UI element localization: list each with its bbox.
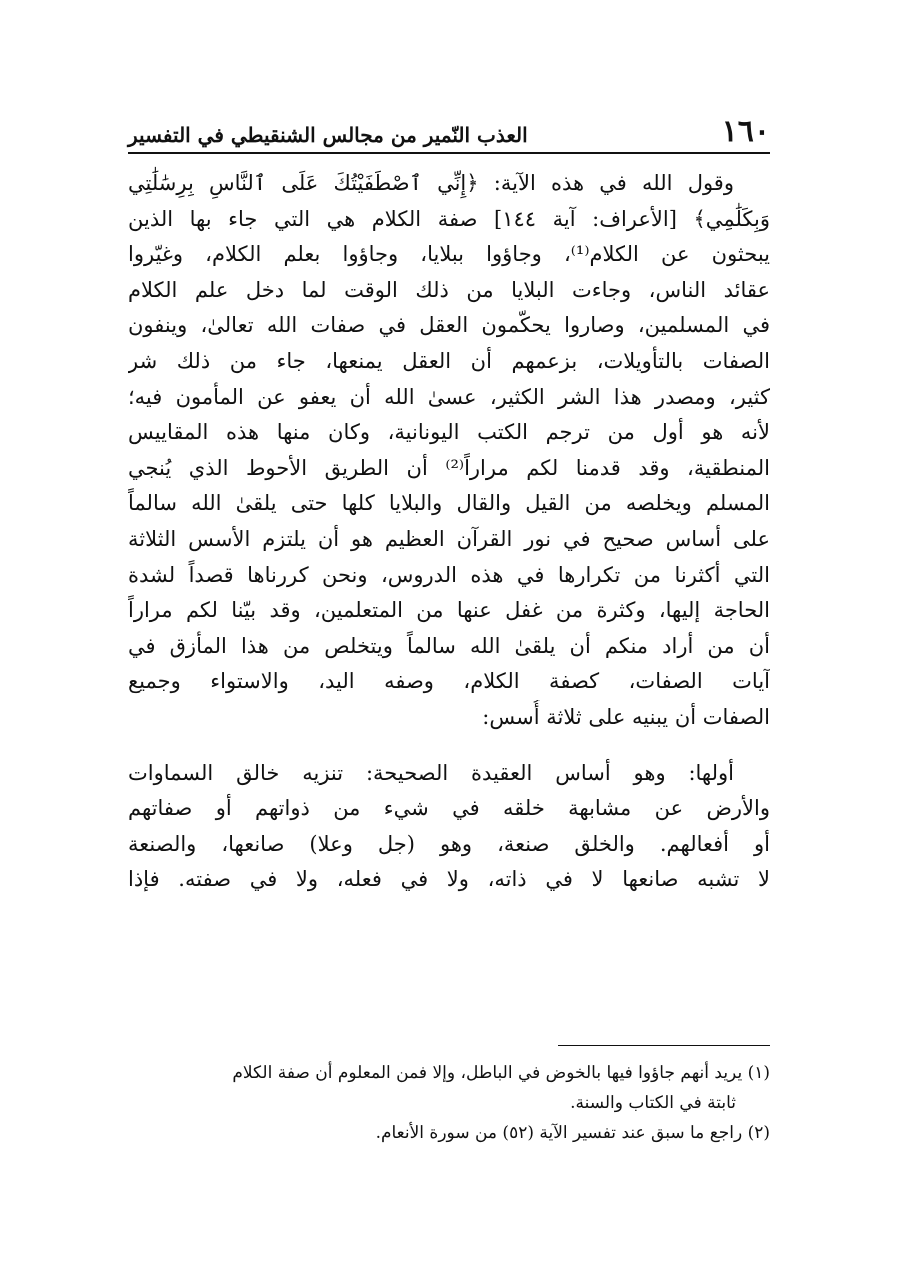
text-line: أولها: وهو أساس العقيدة الصحيحة: تنزيه خالق السماوات [128, 760, 734, 785]
text-line: في المسلمين، وصاروا يحكّمون العقل في صفات الله تعالىٰ، وينفون [128, 313, 770, 338]
paragraph-2 [128, 756, 770, 898]
text-line: الصفات أن يبنيه على ثلاثة أُسس: [482, 704, 770, 729]
text-line: عقائد الناس، وجاءت البلايا من ذلك الوقت لما دخل علم الكلام [128, 277, 770, 302]
text-line: المنطقية، وقد قدمنا لكم مراراً⁽²⁾ أن الطريق الأحوط الذي يُنجي [128, 455, 770, 480]
text-line: المسلم ويخلصه من القيل والقال والبلايا كلها حتى يلقىٰ الله سالماً [128, 491, 770, 516]
text-line: وَبِكَلَٰمِي﴾ [الأعراف: آية ١٤٤] صفة الكلام هي التي جاء بها الذين [128, 206, 770, 231]
text-line: كثير، ومصدر هذا الشر الكثير، عسىٰ الله أن يعفو عن المأمون فيه؛ [128, 384, 770, 409]
footnote-1-continued: ثابتة في الكتاب والسنة. [570, 1093, 736, 1113]
footnotes [128, 1058, 770, 1148]
page-header [128, 110, 770, 150]
text-line: الحاجة إليها، وكثرة من غفل عنها من المتعلمين، وقد بيّنا لكم مراراً [128, 598, 770, 623]
text-line: أن من أراد منكم أن يلقىٰ الله سالماً ويتخلص من هذا المأزق في [128, 633, 770, 658]
main-text [128, 166, 770, 898]
header-rule [128, 152, 770, 154]
text-line: لأنه هو أول من ترجم الكتب اليونانية، وكان منها هذه المقاييس [128, 420, 770, 445]
footnote-2: (٢) راجع ما سبق عند تفسير الآية (٥٢) من سورة الأنعام. [375, 1123, 770, 1143]
text-line: التي أكثرنا من تكرارها في هذه الدروس، ونحن كررناها قصداً لشدة [128, 562, 770, 587]
text-line: على أساس صحيح في نور القرآن العظيم هو أن يلتزم الأسس الثلاثة [128, 526, 770, 551]
footnote-rule [558, 1045, 770, 1046]
text-line: لا تشبه صانعها لا في ذاته، ولا في فعله، ولا في صفته. فإذا [128, 867, 770, 892]
footnote-1: (١) يريد أنهم جاؤوا فيها بالخوض في الباطل، وإلا فمن المعلوم أن صفة الكلام [232, 1063, 770, 1083]
running-title: العذب النّمير من مجالس الشنقيطي في التفسير [128, 123, 528, 147]
text-line: يبحثون عن الكلام⁽¹⁾، وجاؤوا ببلايا، وجاؤوا بعلم الكلام، وغيّروا [128, 242, 770, 267]
text-line: الصفات بالتأويلات، بزعمهم أن العقل يمنعها، جاء من ذلك شر [128, 348, 770, 373]
text-line: وقول الله في هذه الآية: ﴿إِنِّي ٱصْطَفَيْتُكَ عَلَى ٱلنَّاسِ بِرِسَٰلَٰتِي [128, 171, 734, 195]
paragraph-1 [128, 166, 770, 736]
text-line: آيات الصفات، كصفة الكلام، وصفه اليد، والاستواء وجميع [128, 669, 770, 694]
text-line: والأرض عن مشابهة خلقه في شيء من ذواتهم أو صفاتهم [128, 796, 770, 821]
page-number: ١٦٠ [721, 114, 770, 149]
text-line: أو أفعالهم. والخلق صنعة، وهو (جل وعلا) صانعها، والصنعة [128, 831, 770, 856]
